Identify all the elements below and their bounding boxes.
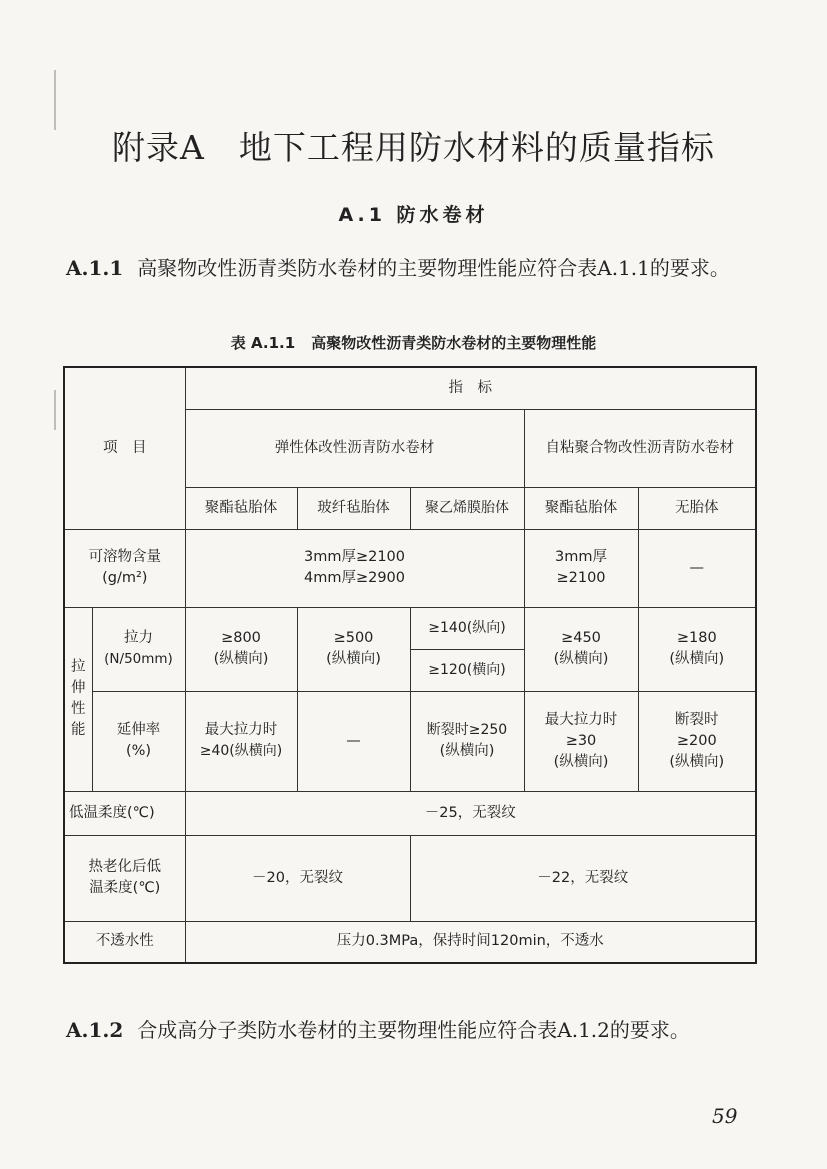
heat-label-line: 温柔度(℃) [89,880,161,896]
elong-unit: (%) [125,743,152,759]
tensile-value-line: ≥500 [333,630,374,646]
clause-text: 合成高分子类防水卷材的主要物理性能应符合表A.1.2的要求。 [137,1018,690,1042]
impermeable-label: 不透水性 [64,921,185,963]
soluble-value-line: 4mm厚≥2900 [303,570,406,586]
clause-number: A.1.2 [66,1018,124,1042]
tensile-unit: (N/50mm) [104,651,173,667]
tensile-value-line: (纵横向) [213,651,269,667]
properties-table [63,366,757,964]
table-caption [0,332,827,353]
sub-glass-fiber: 玻纤毡胎体 [297,487,410,529]
elong-c5 [638,691,756,791]
elong-value-line: ≥40(纵横向) [199,743,283,759]
heat-label-cell [64,835,185,921]
sub-no-base: 无胎体 [638,487,756,529]
scan-edge-mark [54,390,56,430]
elong-value-line: 断裂时 [675,711,719,728]
lowtemp-value: －25，无裂纹 [185,791,756,835]
soluble-selfadhesive-value [524,529,638,607]
header-index: 指 标 [185,367,756,409]
tensile-c3-bottom: ≥120(横向) [410,649,524,691]
soluble-value-line: 3mm厚≥2100 [303,549,406,565]
elong-c1 [185,691,297,791]
elong-value-line: 最大拉力时 [544,711,618,728]
table-title: 高聚物改性沥青类防水卷材的主要物理性能 [311,334,597,352]
soluble-value-line: ≥2100 [556,570,606,586]
tensile-value-line: ≥800 [221,630,261,646]
section-title: A.1 防水卷材 [338,204,489,226]
soluble-unit: (g/m²) [102,570,148,586]
soluble-label: 可溶物含量 [88,549,161,565]
elong-c3 [410,691,524,791]
elong-c4 [524,691,638,791]
appendix-title: 附录A 地下工程用防水材料的质量指标 [112,128,715,167]
elong-c2: — [297,691,410,791]
sub-pe-film: 聚乙烯膜胎体 [410,487,524,529]
tensile-value-line: (纵横向) [669,651,725,667]
heat-selfadhesive-value: －22，无裂纹 [410,835,756,921]
sub-polyester-felt: 聚酯毡胎体 [185,487,297,529]
soluble-elastomer-value [185,529,524,607]
tensile-label: 拉力 [124,630,153,646]
clause-number: A.1.1 [66,256,124,280]
tensile-group-label [64,607,92,791]
clause-text: 高聚物改性沥青类防水卷材的主要物理性能应符合表A.1.1的要求。 [137,256,730,280]
elong-value-line: 断裂时≥250 [426,722,508,738]
tensile-c3-top: ≥140(纵向) [410,607,524,649]
elong-value-line: (纵横向) [553,753,609,770]
row-label-soluble [64,529,185,607]
page-number: 59 [712,1104,738,1128]
elong-value-line: (纵横向) [439,743,495,759]
tensile-c1 [185,607,297,691]
heat-elastomer-value: －20，无裂纹 [185,835,410,921]
tensile-value-line: ≥450 [561,630,601,646]
tensile-c4 [524,607,638,691]
elong-label-cell [92,691,185,791]
elong-value-line: 最大拉力时 [204,722,278,738]
group-elastomer: 弹性体改性沥青防水卷材 [185,409,524,487]
tensile-c2 [297,607,410,691]
tensile-value-line: ≥180 [676,630,717,646]
clause-a112 [66,1012,766,1048]
sub-polyester-felt-2: 聚酯毡胎体 [524,487,638,529]
elong-value-line: (纵横向) [669,753,725,770]
elong-value-line: ≥200 [676,732,717,749]
soluble-none-value: — [638,529,756,607]
scan-edge-mark [54,70,56,130]
clause-a111 [66,250,766,286]
elong-value-line: ≥30 [565,732,597,749]
tensile-label-cell [92,607,185,691]
soluble-value-line: 3mm厚 [555,549,607,565]
tensile-c5 [638,607,756,691]
tensile-value-line: (纵横向) [553,651,609,667]
impermeable-value: 压力0.3MPa，保持时间120min，不透水 [185,921,756,963]
group-selfadhesive: 自粘聚合物改性沥青防水卷材 [524,409,756,487]
elong-label: 延伸率 [116,722,161,738]
table-number: 表 A.1.1 [230,334,296,352]
header-item: 项 目 [64,367,185,529]
heat-label-line: 热老化后低 [88,859,161,875]
lowtemp-label: 低温柔度(℃) [64,791,185,835]
tensile-group-text: 拉伸性能 [71,659,86,738]
tensile-value-line: (纵横向) [326,651,381,667]
